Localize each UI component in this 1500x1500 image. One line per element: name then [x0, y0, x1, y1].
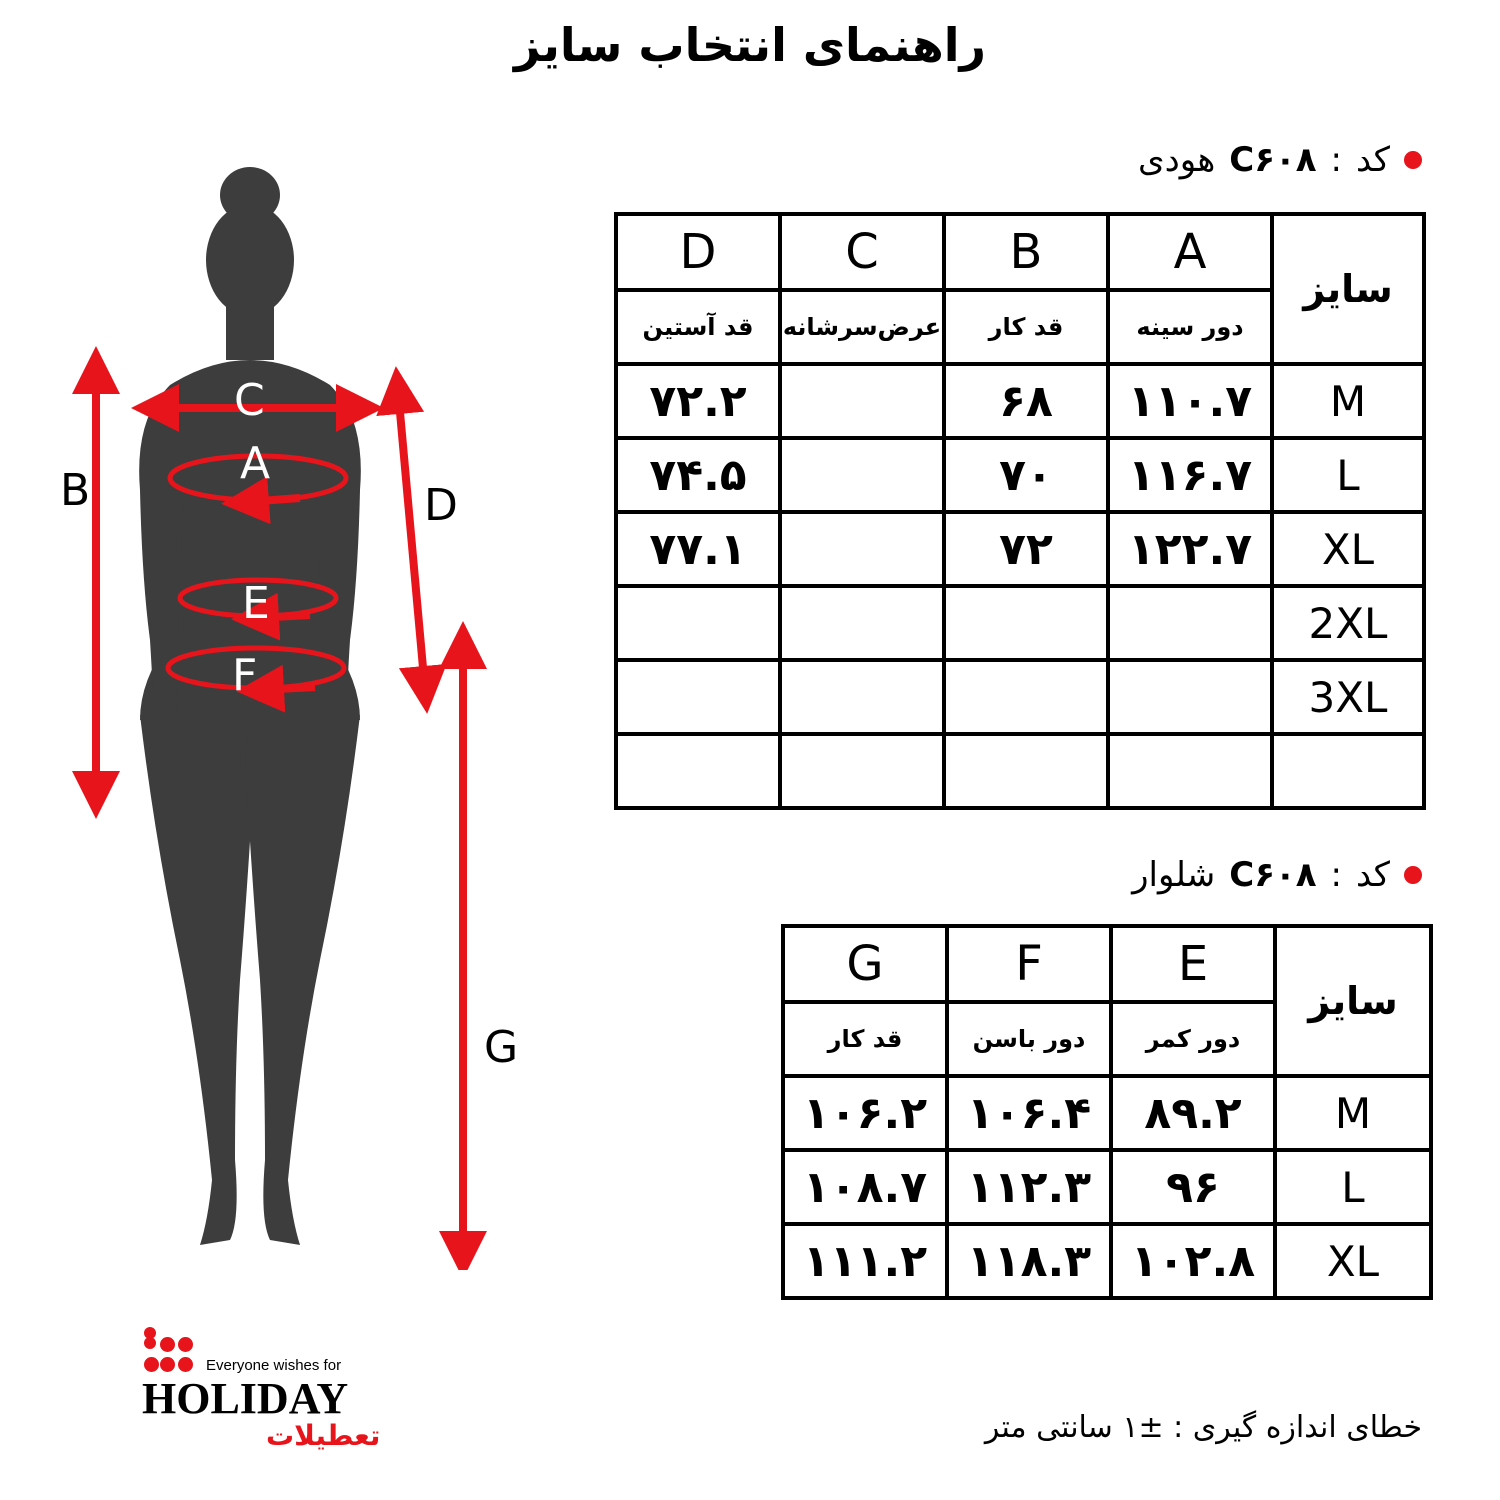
label-c: C	[234, 375, 265, 426]
value-cell: ۱۱۸.۳	[947, 1224, 1111, 1298]
size-cell: M	[1272, 364, 1424, 438]
pants-code-line	[1132, 855, 1422, 895]
value-cell: ۱۱۲.۳	[947, 1150, 1111, 1224]
product-name: هودی	[1138, 140, 1216, 180]
value-cell	[616, 734, 780, 808]
size-cell: M	[1275, 1076, 1431, 1150]
page-title: راهنمای انتخاب سایز	[513, 18, 987, 72]
label-b: B	[60, 465, 91, 516]
size-cell: L	[1275, 1150, 1431, 1224]
value-cell: ۷۷.۱	[616, 512, 780, 586]
value-cell: ۹۶	[1111, 1150, 1275, 1224]
table-row	[783, 1224, 1431, 1298]
column-label-e: دور کمر	[1111, 1002, 1275, 1076]
value-cell: ۷۰	[944, 438, 1108, 512]
value-cell: ۱۰۶.۴	[947, 1076, 1111, 1150]
value-cell: ۱۰۶.۲	[783, 1076, 947, 1150]
column-letter-c: C	[780, 214, 944, 290]
logo-brand: HOLIDAY	[142, 1374, 349, 1423]
logo-brand-fa: تعطیلات	[266, 1419, 381, 1452]
value-cell	[1108, 734, 1272, 808]
size-cell	[1272, 734, 1424, 808]
size-cell: 3XL	[1272, 660, 1424, 734]
value-cell: ۷۲.۲	[616, 364, 780, 438]
value-cell	[1108, 586, 1272, 660]
column-label-b: قد کار	[944, 290, 1108, 364]
table-row	[616, 364, 1424, 438]
female-silhouette-icon	[139, 167, 361, 1245]
product-name: شلوار	[1132, 855, 1216, 895]
size-cell: L	[1272, 438, 1424, 512]
column-label-g: قد کار	[783, 1002, 947, 1076]
body-measurement-figure	[30, 160, 550, 1270]
code-separator: :	[1330, 140, 1342, 180]
value-cell: ۶۸	[944, 364, 1108, 438]
value-cell: ۱۰۲.۸	[1111, 1224, 1275, 1298]
table-row	[616, 586, 1424, 660]
value-cell: ۸۹.۲	[1111, 1076, 1275, 1150]
product-code: C۶۰۸	[1229, 855, 1317, 895]
hoodie-size-table	[614, 212, 1426, 810]
size-header: سایز	[1275, 926, 1431, 1076]
bullet-dot-icon	[1404, 151, 1422, 169]
column-letter-e: E	[1111, 926, 1275, 1002]
column-label-c: عرض‌سرشانه	[780, 290, 944, 364]
value-cell	[944, 734, 1108, 808]
table-row	[783, 1150, 1431, 1224]
column-letter-f: F	[947, 926, 1111, 1002]
label-f: F	[232, 650, 258, 701]
label-d: D	[424, 480, 458, 531]
value-cell: ۱۱۱.۲	[783, 1224, 947, 1298]
code-separator: :	[1330, 855, 1342, 895]
value-cell: ۷۴.۵	[616, 438, 780, 512]
measure-d-arrow	[398, 390, 425, 690]
table-row	[616, 734, 1424, 808]
value-cell	[944, 660, 1108, 734]
label-g: G	[484, 1022, 519, 1073]
column-letter-a: A	[1108, 214, 1272, 290]
column-label-f: دور باسن	[947, 1002, 1111, 1076]
logo-tagline: Everyone wishes for	[206, 1357, 342, 1374]
hoodie-code-line	[1138, 140, 1422, 180]
value-cell	[616, 660, 780, 734]
value-cell	[780, 438, 944, 512]
column-letter-b: B	[944, 214, 1108, 290]
column-label-d: قد آستین	[616, 290, 780, 364]
value-cell	[780, 512, 944, 586]
label-e: E	[242, 578, 270, 629]
product-code: C۶۰۸	[1229, 140, 1317, 180]
value-cell	[780, 660, 944, 734]
size-cell: XL	[1272, 512, 1424, 586]
column-letter-g: G	[783, 926, 947, 1002]
measurement-error-note: خطای اندازه گیری : ±۱ سانتی متر	[984, 1410, 1422, 1445]
value-cell: ۱۱۶.۷	[1108, 438, 1272, 512]
value-cell	[780, 734, 944, 808]
value-cell	[780, 586, 944, 660]
value-cell: ۱۰۸.۷	[783, 1150, 947, 1224]
table-row	[783, 1076, 1431, 1150]
column-label-a: دور سینه	[1108, 290, 1272, 364]
value-cell: ۱۱۰.۷	[1108, 364, 1272, 438]
size-header: سایز	[1272, 214, 1424, 364]
table-row	[616, 438, 1424, 512]
value-cell	[944, 586, 1108, 660]
value-cell	[780, 364, 944, 438]
value-cell	[1108, 660, 1272, 734]
table-row	[616, 660, 1424, 734]
holiday-logo	[140, 1325, 380, 1465]
label-a: A	[240, 438, 271, 489]
value-cell: ۱۲۲.۷	[1108, 512, 1272, 586]
bullet-dot-icon	[1404, 866, 1422, 884]
value-cell: ۷۲	[944, 512, 1108, 586]
size-cell: 2XL	[1272, 586, 1424, 660]
table-row	[616, 512, 1424, 586]
code-label: کد	[1355, 140, 1390, 180]
value-cell	[616, 586, 780, 660]
size-cell: XL	[1275, 1224, 1431, 1298]
column-letter-d: D	[616, 214, 780, 290]
pants-size-table	[781, 924, 1433, 1300]
code-label: کد	[1355, 855, 1390, 895]
